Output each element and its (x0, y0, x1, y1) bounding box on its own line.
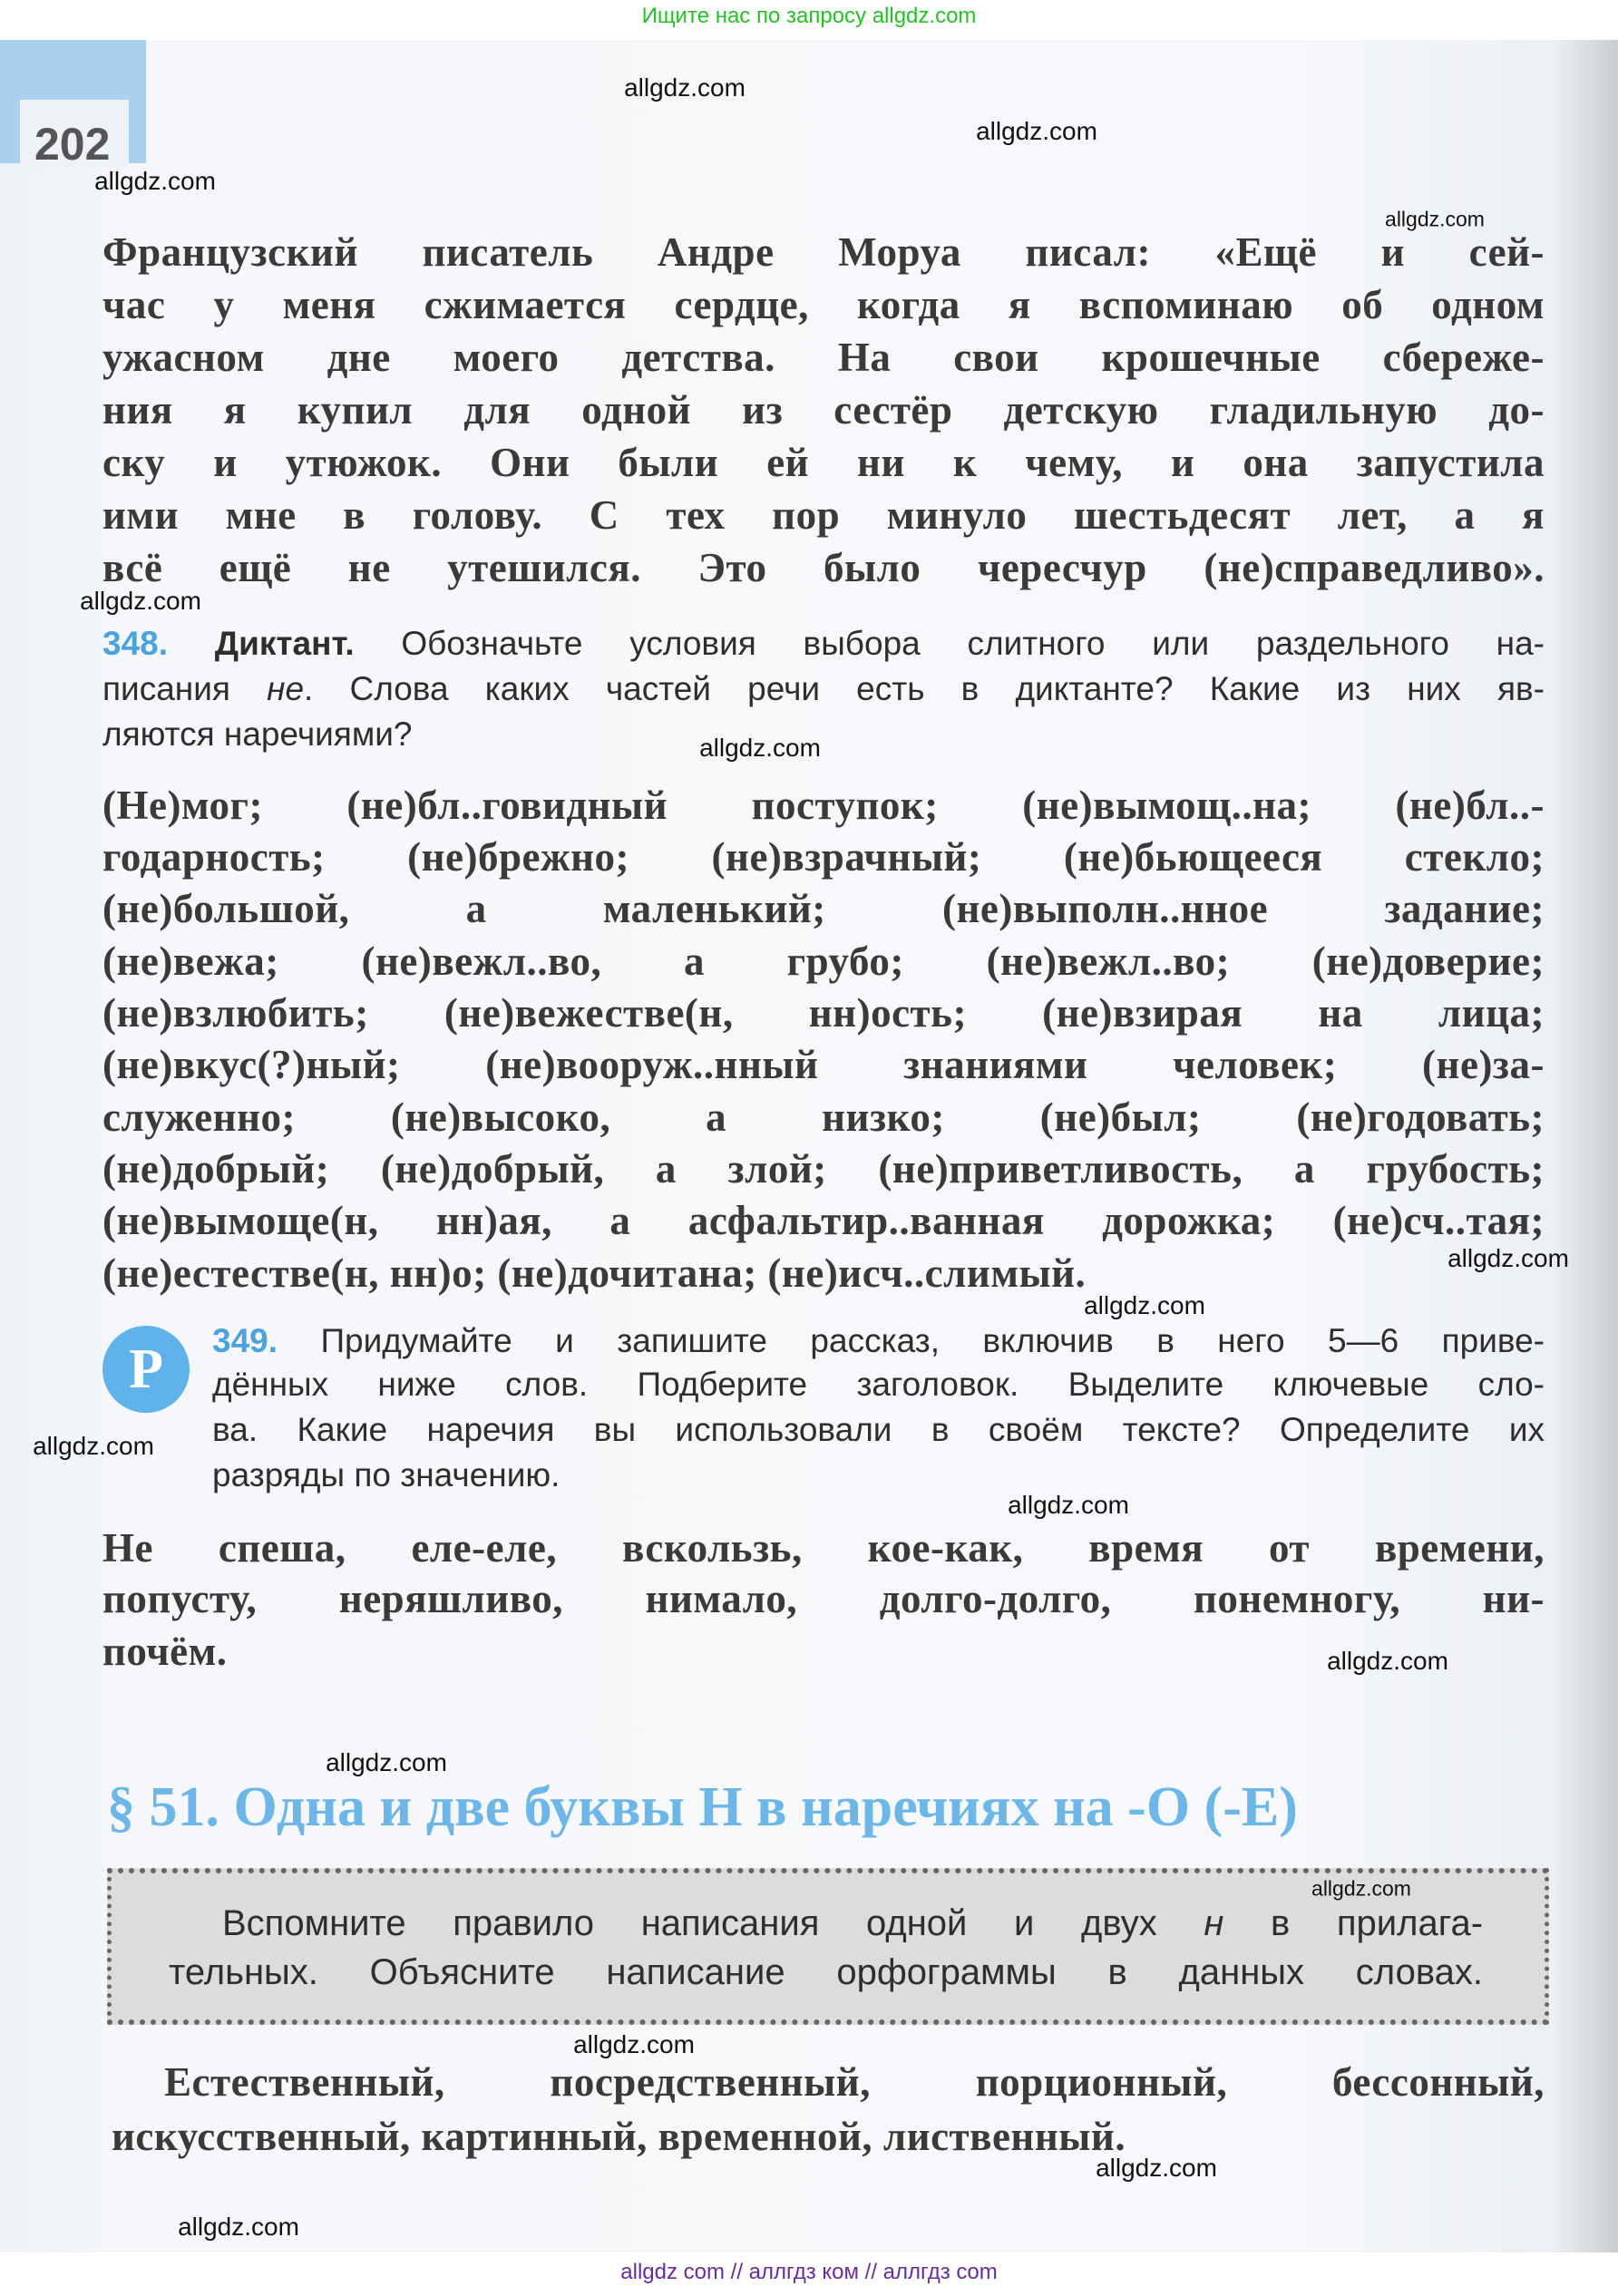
dictation-line: (не)вежа; (не)вежл..во, а грубо; (не)вежл..во; (не)доверие; (102, 939, 1545, 984)
dictation-line: (не)большой, а маленький; (не)выполн..нное задание; (102, 886, 1545, 931)
word-list-line: Не спеша, еле-еле, вскользь, кое-как, время от времени, (102, 1525, 1545, 1571)
exercise-title: Диктант. (214, 625, 355, 662)
rule-text: в прилага- (1223, 1903, 1484, 1943)
watermark: allgdz.com (326, 1748, 447, 1776)
watermark: allgdz.com (1327, 1647, 1448, 1675)
watermark: allgdz.com (976, 117, 1097, 145)
watermark: allgdz.com (573, 2030, 695, 2058)
intro-line: ску и утюжок. Они были ей ни к чему, и она запустила (102, 440, 1545, 485)
intro-line: ими мне в голову. С тех пор минуло шестьдесят лет, а я (102, 492, 1545, 538)
rule-box-line (222, 1902, 1483, 1945)
watermark: allgdz.com (1447, 1244, 1569, 1272)
dictation-line: служенно; (не)высоко, а низко; (не)был; (не)годовать; (102, 1094, 1545, 1140)
exercise-348-line (102, 667, 1545, 711)
top-banner: Ищите нас по запросу allgdz.com (641, 4, 977, 28)
intro-line: Французский писатель Андре Моруа писал: «Ещё и сей- (102, 229, 1545, 275)
bottom-banner: allgdz com // аллгдз ком // аллгдз com (620, 2260, 998, 2284)
watermark: allgdz.com (699, 734, 821, 762)
exercise-number: 349. (212, 1322, 278, 1359)
word-list-line: попусту, неряшливо, нимало, долго-долго, понемногу, ни- (102, 1576, 1545, 1621)
watermark: allgdz.com (1096, 2154, 1217, 2182)
exercise-348-line: ляются наречиями? (102, 715, 413, 753)
exercise-349-line: ва. Какие наречия вы использовали в своём тексте? Определите их (212, 1411, 1545, 1448)
intro-line: всё ещё не утешился. Это было чересчур (не)справедливо». (102, 545, 1545, 590)
watermark: allgdz.com (1385, 207, 1485, 231)
rule-text: Вспомните правило написания одной и двух (222, 1903, 1204, 1943)
dictation-line: (не)вымоще(н, нн)ая, а асфальтир..ванная дорожка; (не)сч..тая; (102, 1198, 1545, 1243)
exercise-italic: не (267, 670, 305, 707)
watermark: allgdz.com (80, 587, 201, 615)
exercise-348-line (102, 622, 1545, 666)
watermark: allgdz.com (1084, 1291, 1205, 1319)
watermark: allgdz.com (1311, 1876, 1411, 1901)
watermark: allgdz.com (94, 167, 216, 195)
section-word-line: Естественный, посредственный, порционный, бессонный, (164, 2059, 1545, 2105)
section-heading: § 51. Одна и две буквы Н в наречиях на -О (-Е) (107, 1776, 1298, 1838)
exercise-349-line: дённых ниже слов. Подберите заголовок. Выделите ключевые сло- (212, 1366, 1545, 1403)
page-number: 202 (34, 119, 111, 170)
intro-line: ужасном дне моего детства. На свои крошечные сбереже- (102, 335, 1545, 380)
dictation-line: (не)естестве(н, нн)о; (не)дочитана; (не)исч..слимый. (102, 1250, 1087, 1296)
dictation-line: (Не)мог; (не)бл..говидный поступок; (не)вымощ..на; (не)бл..- (102, 783, 1545, 828)
exercise-text: Придумайте и запишите рассказ, включив в него 5—6 приве- (320, 1322, 1545, 1359)
exercise-text: . Слова каких частей речи есть в диктанте? Какие из них яв- (304, 670, 1545, 707)
dictation-line: (не)добрый; (не)добрый, а злой; (не)приветливость, а грубость; (102, 1146, 1545, 1192)
rule-italic: н (1204, 1903, 1224, 1943)
dictation-line: (не)взлюбить; (не)вежестве(н, нн)ость; (не)взирая на лица; (102, 990, 1545, 1036)
creative-task-badge: Р (102, 1326, 190, 1413)
watermark: allgdz.com (1008, 1491, 1129, 1519)
exercise-349-line: разряды по значению. (212, 1456, 560, 1493)
intro-line: час у меня сжимается сердце, когда я вспоминаю об одном (102, 282, 1545, 327)
watermark: allgdz.com (33, 1432, 154, 1460)
intro-line: ния я купил для одной из сестёр детскую гладильную до- (102, 387, 1545, 433)
exercise-text: Обозначьте условия выбора слитного или раздельного на- (401, 625, 1545, 662)
exercise-text: писания (102, 670, 268, 707)
watermark: allgdz.com (178, 2213, 299, 2241)
dictation-line: (не)вкус(?)ный; (не)вооруж..нный знаниями человек; (не)за- (102, 1042, 1545, 1087)
section-word-line: искусственный, картинный, временной, лиственный. (112, 2114, 1126, 2159)
exercise-number: 348. (102, 625, 169, 662)
exercise-349-line (212, 1319, 1545, 1363)
dictation-line: годарность; (не)брежно; (не)взрачный; (не)бьющееся стекло; (102, 834, 1545, 880)
word-list-line: почём. (102, 1629, 228, 1674)
watermark: allgdz.com (624, 73, 746, 102)
rule-box-line: тельных. Объясните написание орфограммы в данных словах. (169, 1952, 1483, 1992)
